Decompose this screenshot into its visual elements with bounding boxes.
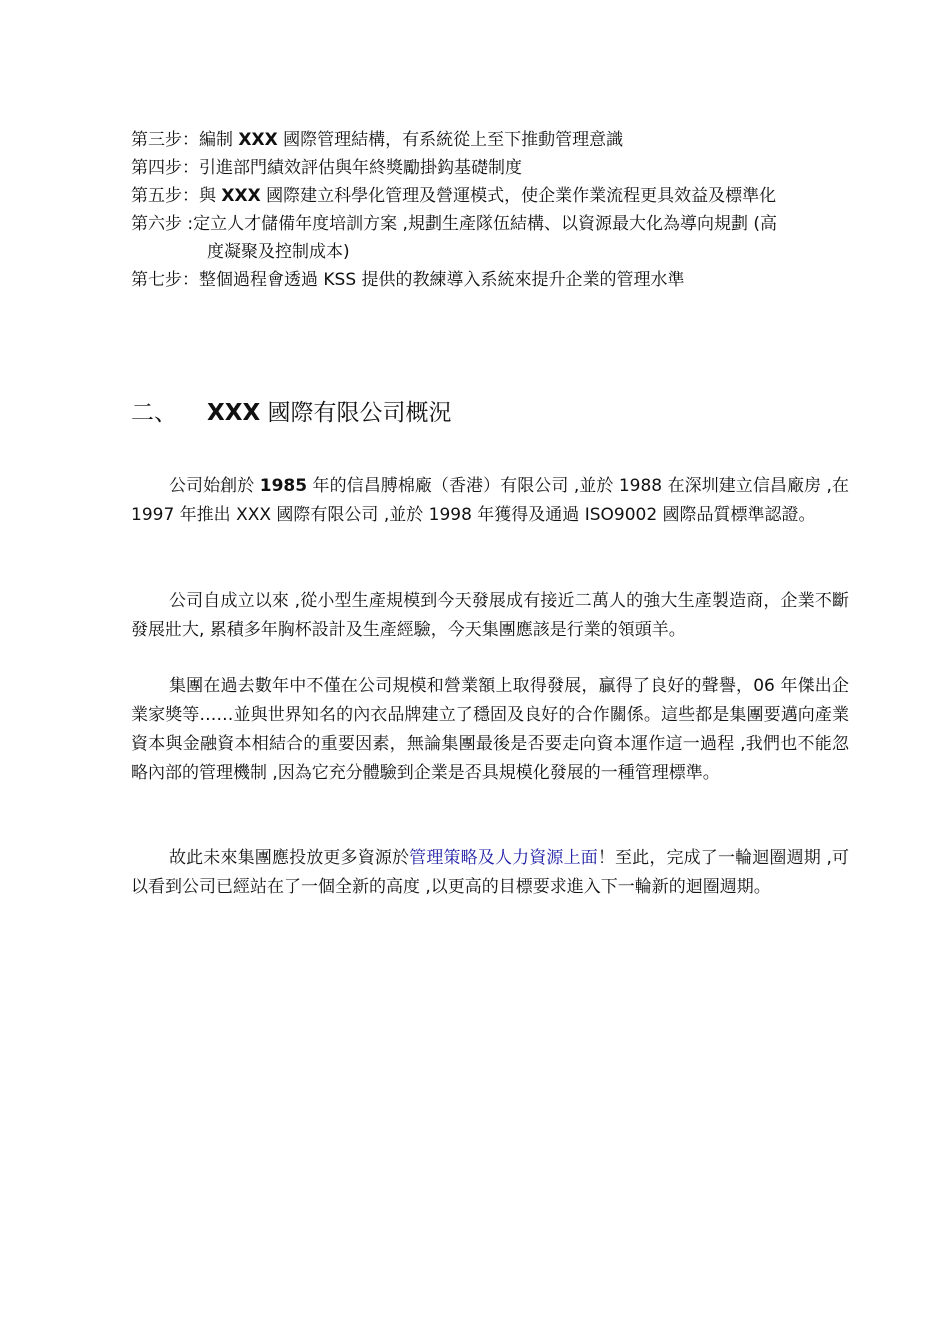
step-label: 第五步： (131, 186, 199, 206)
step-text (199, 182, 776, 210)
step-text-post: 國際管理結構，有系統從上至下推動管理意識 (277, 130, 624, 150)
paragraph-text-post: 年的信昌膊棉廠（香港）有限公司 ,並於 1988 在深圳建立信昌廠房 ,在 1997 年推出 XXX 國際有限公司 ,並於 1998 年獲得及通過 ISO9002 國際品質標準認證。 (131, 476, 850, 525)
step-text-line1: 定立人才儲備年度培訓方案 ,規劃生產隊伍結構、以資源最大化為導向規劃 (高 (193, 214, 777, 234)
step-text-bold: XXX (221, 186, 261, 206)
step-7 (131, 266, 851, 294)
paragraph-history (131, 472, 849, 530)
step-text: 引進部門績效評估與年終獎勵掛鈎基礎制度 (199, 158, 522, 178)
step-5 (131, 182, 851, 210)
paragraph-growth: 公司自成立以來 ,從小型生產規模到今天發展成有接近二萬人的強大生產製造商，企業不斷發展壯大, 累積多年胸杯設計及生產經驗，今天集團應該是行業的領頭羊。 (131, 591, 849, 640)
section-heading (131, 396, 851, 430)
paragraph-future (131, 844, 849, 902)
step-text-pre: 編制 (199, 130, 239, 150)
step-label: 第六步 : (131, 214, 194, 234)
step-text-line2: 度凝聚及控制成本) (207, 242, 350, 262)
paragraph-achievements: 集團在過去數年中不僅在公司規模和營業額上取得發展，贏得了良好的聲譽，06 年傑出企業家獎等……並與世界知名的內衣品牌建立了穩固及良好的合作關係。這些都是集團要邁向產業資本與金融資本相結合的重要因素，無論集團最後是否要走向資本運作這一過程 ,我們也不能忽略內部的管理機制 ,因為它充分體驗到企業是否具規模化發展的一種管理標準。 (131, 676, 849, 783)
paragraph-text-pre: 公司始創於 (169, 476, 260, 496)
step-text: 整個過程會透過 KSS 提供的教練導入系統來提升企業的管理水準 (199, 270, 685, 290)
section-title-bold: XXX (207, 400, 261, 426)
step-list (131, 126, 851, 294)
highlighted-link-text[interactable]: 管理策略及人力資源上面 (409, 848, 598, 868)
step-label: 第七步： (131, 270, 199, 290)
step-text (199, 126, 623, 154)
step-6 (131, 210, 851, 266)
paragraph-text-pre: 故此未來集團應投放更多資源於 (169, 848, 410, 868)
paragraph-year-bold: 1985 (259, 476, 308, 496)
paragraph-text-post: ！至此，完成了一輪迴圈週期 ,可以看到公司已經站在了一個全新的高度 ,以更高的目標要求進入下一輪新的迴圈週期。 (131, 848, 850, 897)
step-label: 第四步： (131, 158, 199, 178)
section-title: 國際有限公司概況 (260, 400, 452, 426)
step-3 (131, 126, 851, 154)
section-number: 二、 (131, 400, 177, 426)
step-text-post: 國際建立科學化管理及營運模式，使企業作業流程更具效益及標準化 (260, 186, 777, 206)
step-label: 第三步： (131, 130, 199, 150)
step-text-pre: 與 (199, 186, 222, 206)
step-text-bold: XXX (238, 130, 278, 150)
step-4 (131, 154, 851, 182)
